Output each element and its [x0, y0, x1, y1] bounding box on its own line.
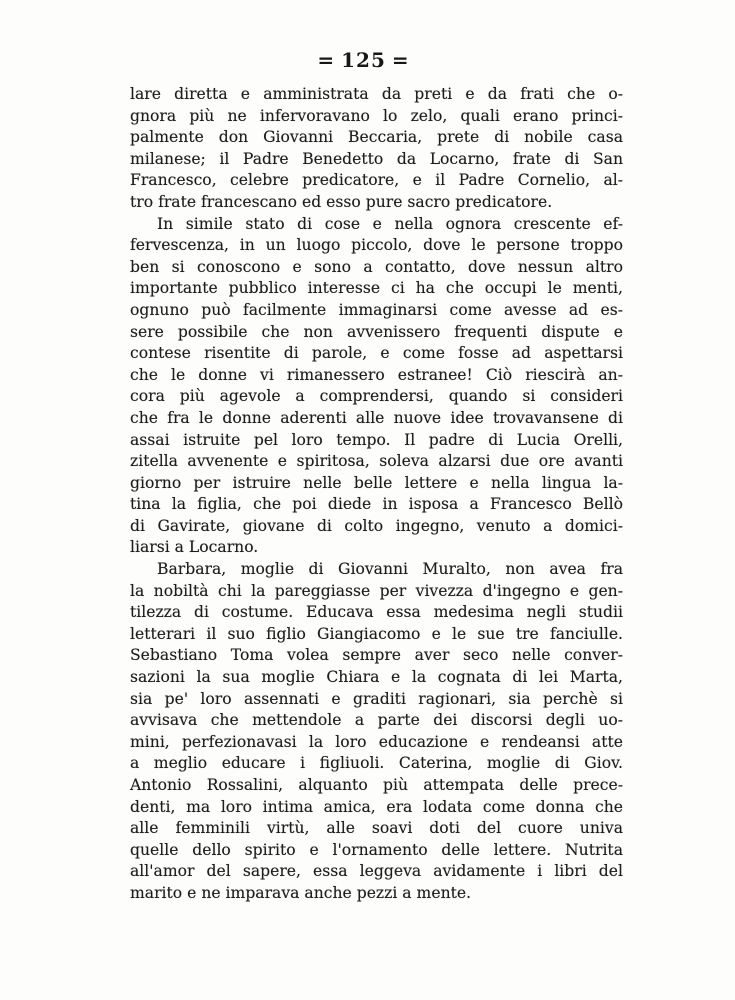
text-line: tro frate francescano ed esso pure sacro predicatore. [130, 192, 553, 211]
text-line: tina la figlia, che poi diede in isposa a Francesco Bellò [130, 495, 623, 514]
text-line: tilezza di costume. Educava essa medesima negli studii [130, 603, 623, 622]
text-line: importante pubblico interesse ci ha che occupi le menti, [130, 279, 623, 298]
text-line: Barbara, moglie di Giovanni Muralto, non avea fra [157, 560, 623, 579]
text-line: gnora più ne infervoravano lo zelo, quali erano princi- [130, 106, 623, 125]
text-line: palmente don Giovanni Beccaria, prete di nobile casa [130, 128, 623, 147]
text-line: marito e ne imparava anche pezzi a mente. [130, 883, 472, 902]
text-line: fervescenza, in un luogo piccolo, dove le persone troppo [130, 236, 623, 255]
text-line: giorno per istruire nelle belle lettere e nella lingua la- [130, 473, 623, 492]
text-line: ognuno può facilmente immaginarsi come avesse ad es- [130, 300, 623, 319]
text-line: assai istruite pel loro tempo. Il padre di Lucia Orelli, [130, 430, 623, 449]
text-line: milanese; il Padre Benedetto da Locarno, frate di San [130, 149, 623, 168]
text-line: mini, perfezionavasi la loro educazione e rendeansi atte [130, 732, 623, 751]
paragraph-1 [130, 84, 623, 214]
page-header [0, 48, 727, 72]
text-line: che fra le donne aderenti alle nuove idee trovavansene di [130, 408, 623, 427]
text-line: sazioni la sua moglie Chiara e la cognata di lei Marta, [130, 668, 623, 687]
text-line: che le donne vi rimanessero estranee! Ciò riescirà an- [130, 365, 623, 384]
text-line: Sebastiano Toma volea sempre aver seco nelle conver- [130, 646, 623, 665]
text-line: a meglio educare i figliuoli. Caterina, moglie di Giov. [130, 754, 623, 773]
text-line: cora più agevole a comprendersi, quando si consideri [130, 387, 623, 406]
text-line: la nobiltà chi la pareggiasse per vivezza d'ingegno e gen- [130, 581, 623, 600]
body-text [130, 84, 623, 905]
text-line: contese risentite di parole, e come fosse ad aspettarsi [130, 344, 623, 363]
text-line: quelle dello spirito e l'ornamento delle lettere. Nutrita [130, 840, 623, 859]
text-line: alle femminili virtù, alle soavi doti del cuore univa [130, 819, 623, 838]
page-number: 125 [341, 48, 386, 72]
text-line: liarsi a Locarno. [130, 538, 259, 557]
header-ornament-left: = [317, 48, 336, 72]
paragraph-3 [130, 559, 623, 905]
text-line: sere possibile che non avvenissero frequenti dispute e [130, 322, 623, 341]
text-line: avvisava che mettendole a parte dei discorsi degli uo- [130, 711, 623, 730]
text-line: letterari il suo figlio Giangiacomo e le sue tre fanciulle. [130, 624, 623, 643]
text-line: di Gavirate, giovane di colto ingegno, venuto a domici- [130, 516, 623, 535]
text-line: denti, ma loro intima amica, era lodata come donna che [130, 797, 623, 816]
text-line: lare diretta e amministrata da preti e da frati che o- [130, 85, 623, 103]
text-line: In simile stato di cose e nella ognora crescente ef- [157, 214, 623, 233]
paragraph-2 [130, 214, 623, 560]
text-line: zitella avvenente e spiritosa, soleva alzarsi due ore avanti [130, 452, 623, 471]
text-line: Antonio Rossalini, alquanto più attempata delle prece- [130, 776, 623, 794]
text-line: all'amor del sapere, essa leggeva avidamente i libri del [130, 862, 623, 881]
text-line: Francesco, celebre predicatore, e il Padre Cornelio, al- [130, 171, 623, 190]
text-line: ben si conoscono e sono a contatto, dove nessun altro [130, 257, 623, 276]
header-ornament-right: = [391, 48, 410, 72]
text-line: sia pe' loro assennati e graditi ragionari, sia perchè si [130, 689, 623, 708]
